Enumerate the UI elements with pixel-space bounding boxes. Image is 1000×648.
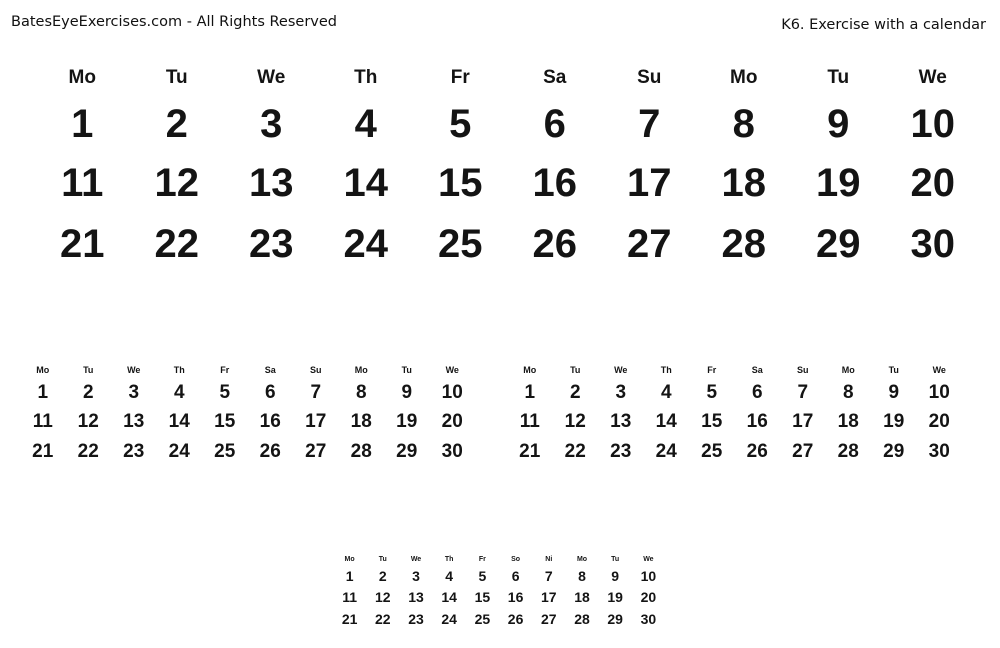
date-number: 30 [640,611,657,627]
date-number: 27 [792,441,814,462]
date-number: 29 [607,611,623,627]
date-number: 16 [259,411,281,432]
calendar-large [35,60,985,270]
date-number: 6 [751,382,763,403]
date-number: 4 [445,568,454,584]
date-number: 20 [441,411,463,432]
date-number: 24 [343,222,388,266]
date-number: 11 [32,411,53,432]
date-number: 30 [928,441,950,462]
date-number: 22 [375,611,391,627]
weekday-label: Tu [888,365,899,375]
weekday-label: Fr [707,365,717,375]
date-number: 29 [883,441,905,462]
date-number: 2 [165,102,188,146]
date-number: 7 [310,382,322,403]
date-number: 12 [154,161,199,205]
calendar-medium-left [20,362,480,467]
weekday-label: Sa [543,67,567,88]
date-number: 29 [396,441,418,462]
date-number: 21 [32,441,54,462]
date-number: 8 [842,382,854,403]
date-number: 12 [375,589,391,605]
date-number: 5 [706,382,718,403]
date-number: 8 [578,568,586,584]
date-number: 23 [123,441,145,462]
date-number: 5 [449,102,472,146]
date-number: 17 [627,161,672,205]
date-number: 4 [354,102,377,146]
weekday-label: We [643,556,654,563]
weekday-label: Th [660,365,672,375]
date-number: 18 [721,161,766,205]
weekday-label: We [932,365,946,375]
date-number: 24 [441,611,457,627]
date-number: 6 [264,382,276,403]
date-number: 21 [341,611,358,627]
weekday-label: Mo [354,365,368,375]
date-number: 1 [71,102,94,146]
date-number: 27 [627,222,672,266]
date-number: 14 [441,589,457,605]
date-number: 30 [910,222,955,266]
date-number: 23 [408,611,424,627]
date-number: 18 [350,411,372,432]
date-number: 28 [837,441,859,462]
date-number: 1 [524,382,536,403]
date-number: 17 [541,589,557,605]
weekday-label: Tu [165,67,188,88]
date-number: 9 [401,382,413,403]
date-number: 26 [746,441,768,462]
date-number: 25 [438,222,483,266]
weekday-label: We [257,67,286,88]
date-number: 6 [511,568,520,584]
weekday-label: Mo [576,556,588,563]
date-number: 27 [305,441,327,462]
date-number: 2 [82,382,94,403]
weekday-label: Th [444,556,454,563]
page-title: K6. Exercise with a calendar [781,17,986,33]
weekday-label: Mo [36,365,50,375]
weekday-label: Tu [570,365,581,375]
date-number: 14 [655,411,677,432]
date-number: 2 [378,568,387,584]
date-number: 9 [611,568,620,584]
weekday-label: Th [354,67,378,88]
date-number: 10 [640,568,657,584]
date-number: 19 [607,589,623,605]
date-number: 3 [128,382,140,403]
weekday-label: Su [309,365,322,375]
date-number: 23 [249,222,294,266]
date-number: 12 [564,411,586,432]
date-number: 13 [610,411,632,432]
weekday-label: Ni [545,556,553,563]
weekday-label: Fr [478,556,486,563]
date-number: 22 [564,441,586,462]
date-number: 8 [732,102,755,146]
weekday-label: Mo [523,365,537,375]
date-number: 28 [350,441,372,462]
weekday-label: Fr [220,365,230,375]
date-number: 19 [396,411,418,432]
date-number: 21 [519,441,541,462]
date-number: 20 [640,589,657,605]
date-number: 26 [507,611,524,627]
date-number: 28 [721,222,766,266]
weekday-label: Tu [827,67,850,88]
date-number: 13 [408,589,424,605]
date-number: 28 [574,611,590,627]
date-number: 20 [910,161,955,205]
date-number: 29 [816,222,861,266]
date-number: 24 [655,441,677,462]
weekday-label: Tu [611,556,620,563]
date-number: 5 [478,568,487,584]
date-number: 19 [883,411,905,432]
date-number: 7 [638,102,661,146]
date-number: 16 [532,161,577,205]
date-number: 15 [701,411,723,432]
weekday-label: Tu [401,365,412,375]
weekday-label: We [614,365,628,375]
date-number: 14 [343,161,388,205]
date-number: 30 [441,441,463,462]
date-number: 19 [816,161,861,205]
weekday-label: Th [173,365,185,375]
date-number: 3 [615,382,627,403]
date-number: 4 [660,382,672,403]
date-number: 15 [474,589,491,605]
date-number: 25 [214,441,236,462]
date-number: 9 [888,382,900,403]
weekday-label: Fr [450,67,470,88]
date-number: 11 [61,161,104,205]
weekday-label: So [511,556,521,563]
date-number: 21 [60,222,105,266]
weekday-label: Su [637,67,662,88]
weekday-label: Sa [751,365,763,375]
date-number: 6 [543,102,566,146]
date-number: 13 [123,411,145,432]
date-number: 3 [260,102,283,146]
date-number: 25 [474,611,491,627]
date-number: 27 [541,611,557,627]
date-number: 7 [544,568,553,584]
date-number: 26 [532,222,577,266]
date-number: 14 [168,411,190,432]
calendar-small [333,552,673,632]
date-number: 22 [77,441,99,462]
date-number: 1 [37,382,49,403]
date-number: 10 [928,382,950,403]
date-number: 8 [355,382,367,403]
date-number: 18 [837,411,859,432]
date-number: 15 [438,161,483,205]
date-number: 3 [412,568,420,584]
weekday-label: Mo [841,365,855,375]
weekday-label: We [410,556,422,563]
date-number: 16 [746,411,768,432]
date-number: 9 [827,102,850,146]
date-number: 26 [259,441,281,462]
date-number: 16 [507,589,524,605]
copyright-text: BatesEyeExercises.com - All Rights Reserved [11,14,337,30]
date-number: 24 [168,441,190,462]
date-number: 23 [610,441,632,462]
weekday-label: We [918,67,947,88]
date-number: 22 [154,222,199,266]
weekday-label: Mo [344,556,355,563]
date-number: 11 [519,411,540,432]
date-number: 18 [574,589,590,605]
date-number: 10 [910,102,955,146]
date-number: 15 [214,411,236,432]
date-number: 17 [305,411,327,432]
date-number: 5 [219,382,231,403]
calendar-medium-right [507,362,967,467]
date-number: 1 [345,568,354,584]
date-number: 2 [569,382,581,403]
date-number: 4 [173,382,185,403]
weekday-label: Sa [264,365,276,375]
date-number: 7 [797,382,809,403]
date-number: 25 [701,441,723,462]
weekday-label: We [127,365,141,375]
date-number: 11 [342,589,358,605]
date-number: 13 [249,161,294,205]
date-number: 12 [77,411,99,432]
weekday-label: Tu [83,365,94,375]
date-number: 20 [928,411,950,432]
weekday-label: Mo [730,67,758,88]
weekday-label: Mo [68,67,96,88]
weekday-label: Su [796,365,809,375]
date-number: 17 [792,411,814,432]
date-number: 10 [441,382,463,403]
weekday-label: Tu [378,556,387,563]
weekday-label: We [445,365,459,375]
